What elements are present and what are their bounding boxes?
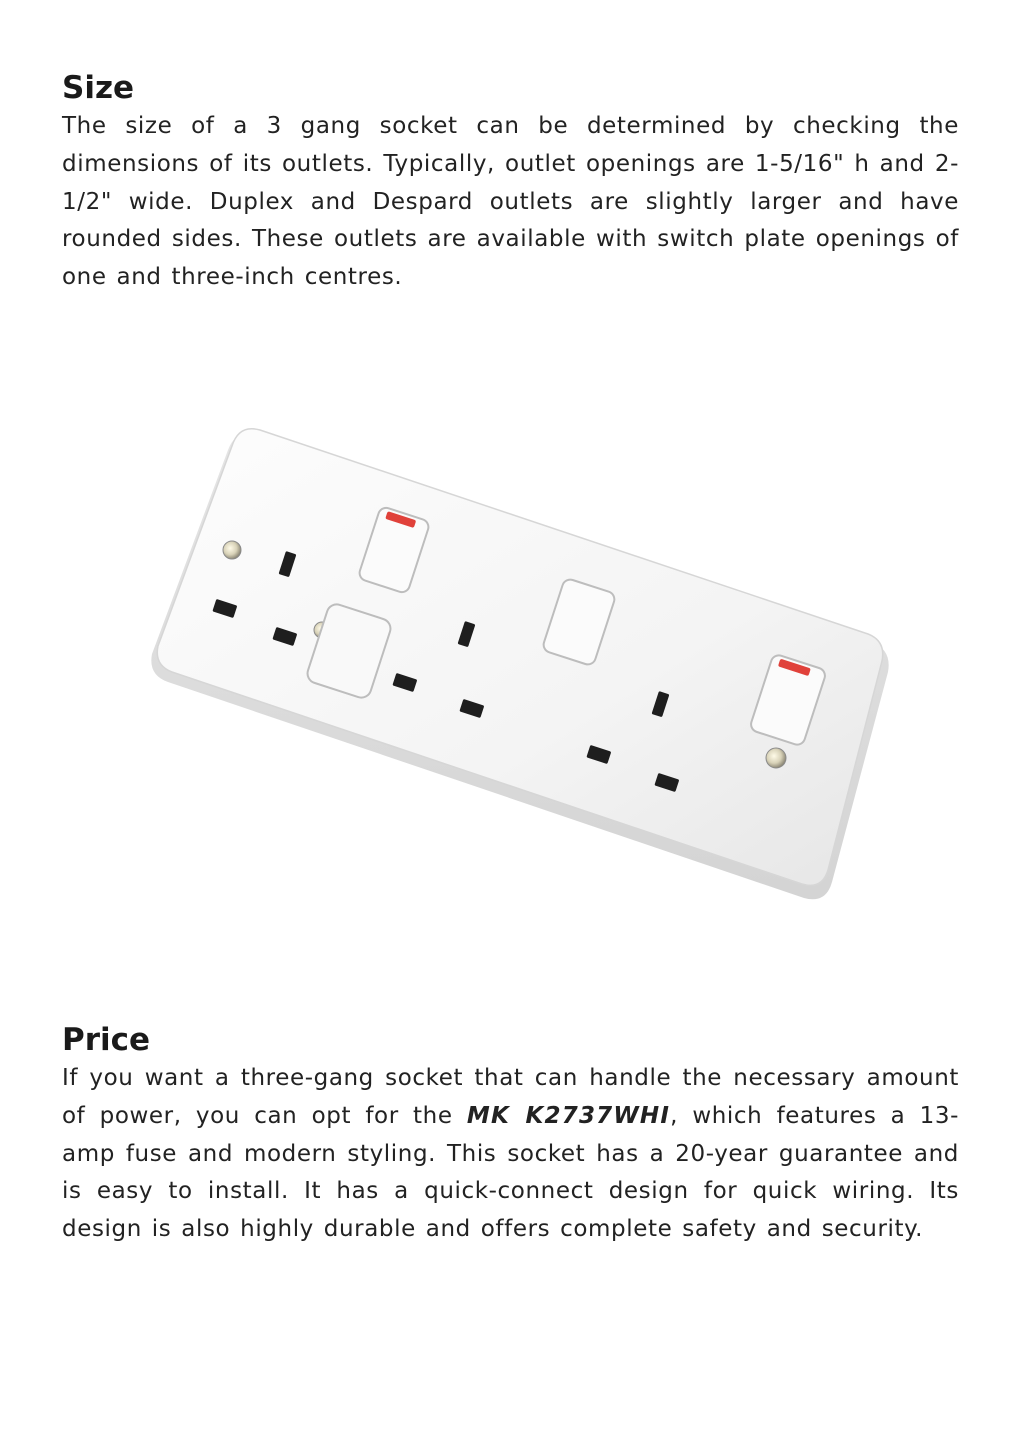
- screw-icon: [766, 748, 786, 768]
- screw-icon: [223, 541, 241, 559]
- price-heading: Price: [62, 1022, 151, 1058]
- price-paragraph: [62, 1060, 959, 1249]
- price-text-after: , which features a 13-amp fuse and modern styling. This socket has a 20-year guarantee and is easy to install. It has a quick-connect design for quick wiring. Its design is also highly durable and offers complete safety and security.: [62, 1102, 960, 1243]
- product-name: MK K2737WHI: [466, 1102, 671, 1129]
- three-gang-socket-image: [140, 420, 900, 910]
- size-paragraph: The size of a 3 gang socket can be determined by checking the dimensions of its outlets. Typically, outlet openings are 1-5/16" h and 2-1/2" wide. Duplex and Despard outlets are slightly larger and have rounded sides. These outlets are available with switch plate openings of one and three-inch centres.: [62, 113, 959, 291]
- size-heading: Size: [62, 70, 135, 106]
- price-section: [62, 1020, 959, 1249]
- price-text-before: If you want a three-gang socket that can handle the necessary amount of power, you can opt for the: [62, 1065, 959, 1129]
- size-section: [62, 68, 959, 297]
